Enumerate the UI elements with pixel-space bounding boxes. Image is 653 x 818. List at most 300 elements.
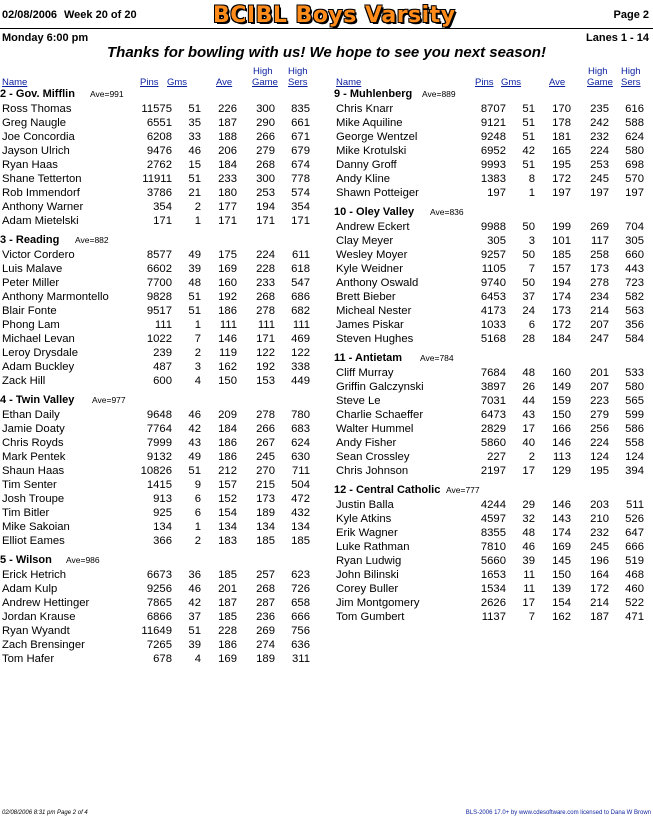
player-high-series: 122: [291, 347, 310, 359]
player-high-series: 580: [625, 381, 644, 393]
player-average: 233: [218, 173, 237, 185]
player-name: Luis Malave: [2, 263, 63, 275]
team-header: [0, 88, 318, 102]
player-row: [0, 248, 318, 262]
col-high-game-top: High: [588, 66, 608, 77]
player-games: 26: [522, 381, 535, 393]
player-pins: 5860: [480, 437, 506, 449]
player-name: John Bilinski: [336, 569, 399, 581]
col-ave: Ave: [549, 77, 566, 88]
player-row: [0, 478, 318, 492]
team-block: [0, 88, 318, 228]
player-name: Walter Hummel: [336, 423, 414, 435]
page-number: Page 2: [613, 9, 649, 21]
team-name: 2 - Gov. Mifflin: [0, 88, 75, 100]
player-name: Griffin Galczynski: [336, 381, 424, 393]
team-name: 9 - Muhlenberg: [334, 88, 413, 100]
player-games: 17: [522, 423, 535, 435]
player-high-series: 630: [291, 451, 310, 463]
player-high-game: 266: [256, 131, 275, 143]
player-pins: 5660: [480, 555, 506, 567]
col-ave: Ave: [216, 77, 233, 88]
player-high-series: 533: [625, 367, 644, 379]
player-name: Elliot Eames: [2, 535, 65, 547]
player-games: 29: [522, 499, 535, 511]
player-row: [0, 346, 318, 360]
player-name: Andrew Hettinger: [2, 597, 90, 609]
player-pins: 9257: [480, 249, 506, 261]
player-name: Chris Knarr: [336, 103, 394, 115]
player-pins: 6551: [146, 117, 172, 129]
player-name: Brett Bieber: [336, 291, 396, 303]
player-high-series: 666: [291, 611, 310, 623]
player-games: 51: [522, 159, 535, 171]
player-average: 185: [218, 611, 237, 623]
player-pins: 9517: [146, 305, 172, 317]
player-row: [334, 568, 652, 582]
player-high-game: 300: [256, 173, 275, 185]
player-average: 192: [218, 291, 237, 303]
player-row: [334, 436, 652, 450]
player-row: [334, 290, 652, 304]
team-name: 3 - Reading: [0, 234, 60, 246]
player-high-series: 547: [291, 277, 310, 289]
left-team-list: [0, 88, 318, 666]
player-high-game: 300: [256, 103, 275, 115]
player-row: [0, 638, 318, 652]
col-high-game: Game: [252, 77, 278, 88]
team-name: 12 - Central Catholic: [334, 484, 441, 496]
player-row: [334, 130, 652, 144]
player-pins: 6473: [480, 409, 506, 421]
player-pins: 9988: [480, 221, 506, 233]
team-block: [334, 484, 652, 624]
player-row: [0, 304, 318, 318]
player-row: [334, 512, 652, 526]
player-games: 42: [522, 145, 535, 157]
player-name: Jim Montgomery: [336, 597, 420, 609]
player-games: 36: [188, 569, 201, 581]
player-average: 180: [218, 187, 237, 199]
player-high-game: 122: [256, 347, 275, 359]
player-pins: 7810: [480, 541, 506, 553]
player-high-game: 171: [256, 333, 275, 345]
player-games: 51: [522, 103, 535, 115]
col-pins: Pins: [475, 77, 494, 88]
player-games: 46: [522, 541, 535, 553]
player-pins: 111: [154, 319, 172, 331]
player-high-game: 214: [590, 597, 609, 609]
player-games: 6: [528, 319, 535, 331]
player-high-game: 224: [256, 249, 275, 261]
player-pins: 7999: [146, 437, 172, 449]
player-name: Sean Crossley: [336, 451, 410, 463]
player-high-game: 253: [256, 187, 275, 199]
player-average: 157: [552, 263, 571, 275]
player-row: [334, 304, 652, 318]
team-average: Ave=784: [420, 353, 454, 363]
player-games: 28: [522, 333, 535, 345]
player-games: 1: [194, 215, 201, 227]
player-name: Tom Hafer: [2, 653, 55, 665]
player-high-game: 173: [590, 263, 609, 275]
player-average: 187: [218, 597, 237, 609]
player-name: Ryan Wyandt: [2, 625, 70, 637]
player-name: Anthony Marmontello: [2, 291, 109, 303]
col-high-sers-top: High: [621, 66, 641, 77]
player-name: Ethan Daily: [2, 409, 60, 421]
player-name: Shane Tetterton: [2, 173, 82, 185]
player-pins: 913: [153, 493, 172, 505]
report-week: Week 20 of 20: [64, 9, 137, 21]
player-row: [334, 332, 652, 346]
player-name: Jamie Doaty: [2, 423, 65, 435]
player-high-series: 356: [625, 319, 644, 331]
lanes: Lanes 1 - 14: [586, 32, 649, 44]
player-high-game: 197: [590, 187, 609, 199]
team-average: Ave=986: [66, 555, 100, 565]
player-high-game: 269: [256, 625, 275, 637]
player-row: [334, 158, 652, 172]
player-high-series: 449: [291, 375, 310, 387]
player-high-series: 305: [625, 235, 644, 247]
player-average: 113: [552, 451, 571, 463]
player-name: Clay Meyer: [336, 235, 394, 247]
player-average: 149: [552, 381, 571, 393]
player-high-series: 661: [291, 117, 310, 129]
player-games: 42: [188, 423, 201, 435]
player-pins: 7684: [480, 367, 506, 379]
player-pins: 366: [153, 535, 172, 547]
player-row: [0, 130, 318, 144]
player-name: Michael Levan: [2, 333, 75, 345]
player-games: 35: [188, 117, 201, 129]
player-name: Andy Kline: [336, 173, 391, 185]
player-high-game: 279: [590, 409, 609, 421]
player-pins: 11911: [142, 173, 172, 185]
player-average: 139: [552, 583, 571, 595]
player-games: 33: [188, 131, 201, 143]
player-name: Danny Groff: [336, 159, 397, 171]
player-high-game: 117: [590, 235, 609, 247]
player-average: 199: [552, 221, 571, 233]
player-pins: 1653: [480, 569, 506, 581]
team-block: [0, 394, 318, 548]
player-row: [0, 214, 318, 228]
player-high-series: 624: [625, 131, 644, 143]
player-row: [0, 436, 318, 450]
player-row: [0, 172, 318, 186]
player-average: 166: [552, 423, 571, 435]
player-pins: 9740: [480, 277, 506, 289]
player-pins: 10826: [140, 465, 172, 477]
player-average: 157: [218, 479, 237, 491]
player-pins: 8577: [146, 249, 172, 261]
player-high-game: 173: [256, 493, 275, 505]
player-row: [334, 380, 652, 394]
player-row: [0, 276, 318, 290]
player-row: [0, 492, 318, 506]
player-high-series: 704: [625, 221, 644, 233]
player-high-game: 245: [590, 541, 609, 553]
player-high-game: 245: [590, 173, 609, 185]
player-row: [334, 610, 652, 624]
player-high-game: 210: [590, 513, 609, 525]
team-header: [0, 234, 318, 248]
player-row: [334, 422, 652, 436]
player-high-game: 224: [590, 437, 609, 449]
player-high-series: 671: [291, 131, 310, 143]
player-name: Kyle Atkins: [336, 513, 392, 525]
player-name: Steve Le: [336, 395, 381, 407]
team-block: [334, 352, 652, 478]
player-name: Adam Mietelski: [2, 215, 79, 227]
player-high-series: 468: [625, 569, 644, 581]
player-pins: 9132: [146, 451, 172, 463]
player-high-series: 686: [291, 291, 310, 303]
player-row: [334, 540, 652, 554]
player-high-game: 189: [256, 653, 275, 665]
player-high-series: 616: [625, 103, 644, 115]
player-row: [0, 116, 318, 130]
player-high-series: 197: [625, 187, 644, 199]
player-average: 185: [552, 249, 571, 261]
player-average: 160: [218, 277, 237, 289]
player-row: [0, 290, 318, 304]
player-name: Tom Gumbert: [336, 611, 405, 623]
player-pins: 9993: [480, 159, 506, 171]
player-name: Corey Buller: [336, 583, 399, 595]
player-name: Mike Krotulski: [336, 145, 407, 157]
player-high-series: 682: [291, 305, 310, 317]
player-average: 175: [218, 249, 237, 261]
player-games: 48: [522, 527, 535, 539]
player-pins: 9648: [146, 409, 172, 421]
player-pins: 3897: [480, 381, 506, 393]
player-pins: 487: [153, 361, 172, 373]
player-games: 39: [522, 555, 535, 567]
player-games: 37: [522, 291, 535, 303]
player-high-game: 153: [256, 375, 275, 387]
player-average: 146: [552, 437, 571, 449]
team-block: [334, 88, 652, 200]
player-high-series: 469: [291, 333, 310, 345]
player-name: Jordan Krause: [2, 611, 76, 623]
player-average: 212: [218, 465, 237, 477]
player-games: 51: [188, 173, 201, 185]
day-time: Monday 6:00 pm: [2, 32, 89, 44]
player-row: [0, 422, 318, 436]
player-games: 4: [194, 653, 201, 665]
player-pins: 9121: [480, 117, 506, 129]
player-name: Anthony Warner: [2, 201, 84, 213]
report-date: 02/08/2006: [2, 9, 58, 21]
right-standings-column: [334, 66, 652, 624]
col-gms: Gms: [167, 77, 188, 88]
player-average: 134: [218, 521, 237, 533]
team-name: 5 - Wilson: [0, 554, 52, 566]
left-standings-column: [0, 66, 318, 666]
player-games: 11: [523, 569, 535, 581]
player-high-series: 185: [291, 535, 310, 547]
player-average: 101: [552, 235, 571, 247]
player-pins: 9248: [480, 131, 506, 143]
player-high-series: 522: [625, 597, 644, 609]
player-games: 49: [188, 249, 201, 261]
player-games: 6: [194, 507, 201, 519]
player-high-series: 698: [625, 159, 644, 171]
player-name: Wesley Moyer: [336, 249, 408, 261]
player-high-series: 504: [291, 479, 310, 491]
player-name: Mark Pentek: [2, 451, 66, 463]
player-average: 209: [218, 409, 237, 421]
player-average: 145: [552, 555, 571, 567]
player-high-series: 124: [625, 451, 644, 463]
player-average: 170: [552, 103, 571, 115]
player-average: 178: [552, 117, 571, 129]
player-name: Victor Cordero: [2, 249, 75, 261]
player-row: [334, 582, 652, 596]
player-high-series: 111: [292, 319, 310, 331]
player-high-series: 134: [291, 521, 310, 533]
player-average: 187: [218, 117, 237, 129]
player-row: [334, 464, 652, 478]
player-pins: 2829: [480, 423, 506, 435]
player-games: 2: [194, 201, 201, 213]
player-average: 150: [552, 569, 571, 581]
player-average: 173: [552, 305, 571, 317]
player-high-game: 245: [256, 451, 275, 463]
team-average: Ave=991: [90, 89, 124, 99]
team-average: Ave=777: [446, 485, 480, 495]
player-row: [334, 172, 652, 186]
player-high-series: 683: [291, 423, 310, 435]
player-average: 154: [552, 597, 571, 609]
player-row: [0, 408, 318, 422]
player-name: Mike Sakoian: [2, 521, 70, 533]
player-high-game: 233: [256, 277, 275, 289]
col-gms: Gms: [501, 77, 522, 88]
player-row: [334, 276, 652, 290]
player-high-series: 432: [291, 507, 310, 519]
col-high-game-top: High: [253, 66, 273, 77]
player-average: 183: [218, 535, 237, 547]
player-high-game: 207: [590, 319, 609, 331]
player-pins: 5168: [480, 333, 506, 345]
player-pins: 1033: [480, 319, 506, 331]
player-row: [0, 534, 318, 548]
player-name: Ross Thomas: [2, 103, 72, 115]
player-high-game: 266: [256, 423, 275, 435]
player-games: 51: [188, 465, 201, 477]
team-block: [0, 234, 318, 388]
player-row: [0, 374, 318, 388]
player-average: 177: [218, 201, 237, 213]
player-pins: 1415: [146, 479, 172, 491]
player-pins: 2762: [146, 159, 172, 171]
player-high-series: 647: [625, 527, 644, 539]
player-row: [334, 596, 652, 610]
player-pins: 1137: [481, 611, 506, 623]
player-games: 21: [188, 187, 201, 199]
player-games: 9: [194, 479, 201, 491]
player-pins: 2197: [480, 465, 506, 477]
player-games: 7: [528, 263, 535, 275]
player-average: 162: [218, 361, 237, 373]
player-games: 24: [522, 305, 535, 317]
player-high-series: 611: [291, 249, 310, 261]
player-pins: 1383: [480, 173, 506, 185]
player-high-game: 268: [256, 159, 275, 171]
player-high-game: 290: [256, 117, 275, 129]
player-high-game: 256: [590, 423, 609, 435]
player-games: 4: [194, 375, 201, 387]
player-games: 46: [188, 145, 201, 157]
player-pins: 6602: [146, 263, 172, 275]
player-games: 51: [522, 117, 535, 129]
player-row: [334, 554, 652, 568]
player-average: 165: [552, 145, 571, 157]
player-games: 43: [188, 437, 201, 449]
player-high-game: 224: [590, 145, 609, 157]
player-games: 51: [188, 305, 201, 317]
player-name: Charlie Schaeffer: [336, 409, 424, 421]
player-pins: 9476: [146, 145, 172, 157]
player-high-series: 460: [625, 583, 644, 595]
player-games: 7: [194, 333, 201, 345]
player-average: 146: [552, 499, 571, 511]
player-average: 206: [218, 145, 237, 157]
player-high-game: 201: [590, 367, 609, 379]
player-average: 119: [218, 347, 237, 359]
player-high-series: 624: [291, 437, 310, 449]
player-high-series: 580: [625, 145, 644, 157]
player-pins: 1022: [146, 333, 172, 345]
player-pins: 171: [153, 215, 172, 227]
player-games: 11: [523, 583, 535, 595]
player-high-series: 558: [625, 437, 644, 449]
player-high-series: 511: [625, 499, 644, 511]
player-average: 169: [218, 653, 237, 665]
player-high-game: 194: [256, 201, 275, 213]
player-average: 186: [218, 451, 237, 463]
player-high-series: 623: [291, 569, 310, 581]
player-average: 181: [552, 131, 571, 143]
team-average: Ave=977: [92, 395, 126, 405]
player-pins: 4244: [480, 499, 506, 511]
player-games: 1: [194, 521, 201, 533]
col-name: Name: [336, 77, 362, 88]
player-average: 162: [552, 611, 571, 623]
player-name: James Piskar: [336, 319, 404, 331]
player-high-game: 196: [590, 555, 609, 567]
player-games: 17: [522, 597, 535, 609]
player-name: Josh Troupe: [2, 493, 65, 505]
player-pins: 134: [153, 521, 172, 533]
player-pins: 7764: [146, 423, 172, 435]
player-name: Greg Naugle: [2, 117, 67, 129]
player-name: Steven Hughes: [336, 333, 414, 345]
player-high-series: 660: [625, 249, 644, 261]
col-name: Name: [2, 77, 28, 88]
player-games: 37: [188, 611, 201, 623]
team-name: 4 - Twin Valley: [0, 394, 75, 406]
player-row: [334, 498, 652, 512]
player-games: 15: [188, 159, 201, 171]
player-name: Jayson Ulrich: [2, 145, 70, 157]
player-high-series: 584: [625, 333, 644, 345]
player-name: Cliff Murray: [336, 367, 394, 379]
